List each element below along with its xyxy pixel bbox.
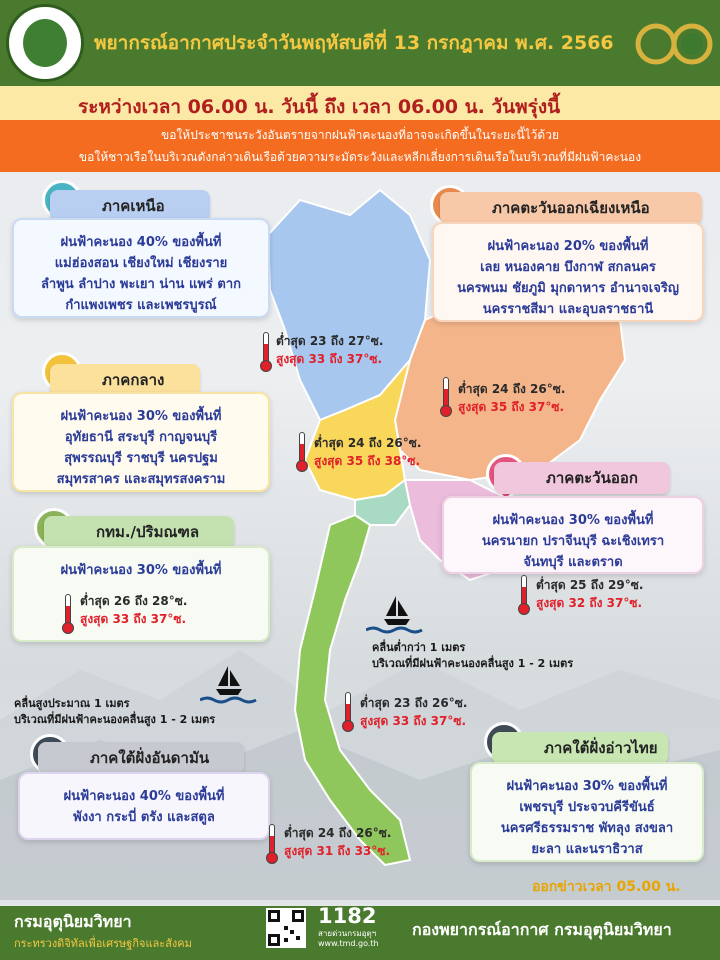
south-west-thermometer-icon xyxy=(268,824,276,864)
footer-division: กองพยากรณ์อากาศ กรมอุตุนิยมวิทยา xyxy=(412,920,672,939)
central-thermometer-icon xyxy=(298,432,306,472)
footer-ministry: กระทรวงดิจิทัลเพื่อเศรษฐกิจและสังคม xyxy=(14,937,192,950)
north-temperature: ต่ำสุด 23 ถึง 27°ซ. สูงสุด 33 ถึง 37°ซ. xyxy=(276,334,384,366)
northeast-thermometer-icon xyxy=(442,377,450,417)
east-thermometer-icon xyxy=(520,575,528,615)
andaman-boat-icon xyxy=(214,664,244,698)
footer-org-name: กรมอุตุนิยมวิทยา xyxy=(14,912,132,931)
northeast-temperature: ต่ำสุด 24 ถึง 26°ซ. สูงสุด 35 ถึง 37°ซ. xyxy=(458,382,566,414)
south-east-temperature: ต่ำสุด 23 ถึง 26°ซ. สูงสุด 33 ถึง 37°ซ. xyxy=(360,696,468,728)
gulf-boat-icon xyxy=(382,594,412,628)
north-thermometer-icon xyxy=(262,332,270,372)
map-south xyxy=(295,515,410,865)
south-east-thermometer-icon xyxy=(344,692,352,732)
forecast-period: ระหว่างเวลา 06.00 น. วันนี้ ถึง เวลา 06.00 น. วันพรุ่งนี้ xyxy=(78,96,561,118)
qr-code-icon[interactable] xyxy=(266,908,306,948)
bangkok-card: ฝนฟ้าคะนอง 30% ของพื้นที่ xyxy=(12,546,270,642)
central-temperature: ต่ำสุด 24 ถึง 26°ซ. สูงสุด 35 ถึง 38°ซ. xyxy=(314,436,422,468)
bangkok-thermometer-icon xyxy=(64,594,72,634)
warning-text-1: ขอให้ประชาชนระวังอันตรายจากฝนฟ้าคะนองที่อาจจะเกิดขึ้นในระยะนี้ไว้ด้วย xyxy=(161,128,559,142)
south-east-label: ภาคใต้ฝั่งอ่าวไทย xyxy=(492,732,668,764)
page-title: พยากรณ์อากาศประจำวันพฤหัสบดีที่ 13 กรกฎาคม พ.ศ. 2566 xyxy=(94,32,614,54)
bangkok-label: กทม./ปริมณฑล xyxy=(44,516,234,548)
northeast-card: ฝนฟ้าคะนอง 20% ของพื้นที่ เลย หนองคาย บึงกาฬ สกลนคร นครพนม ชัยภูมิ มุกดาหาร อำนาจเจริญ นครราชสีมา และอุบลราชธานี xyxy=(432,222,704,322)
south-west-label: ภาคใต้ฝั่งอันดามัน xyxy=(38,742,244,774)
andaman-wave-text-1: คลื่นสูงประมาณ 1 เมตร xyxy=(14,697,130,710)
andaman-wave-text-2: บริเวณที่มีฝนฟ้าคะนองคลื่นสูง 1 - 2 เมตร xyxy=(14,713,216,726)
issued-time: ออกข่าวเวลา 05.00 น. xyxy=(532,879,681,895)
east-label: ภาคตะวันออก xyxy=(494,462,670,494)
south-west-card: ฝนฟ้าคะนอง 40% ของพื้นที่ พังงา กระบี่ ตรัง และสตูล xyxy=(18,772,270,840)
gulf-wave-text-1: คลื่นต่ำกว่า 1 เมตร xyxy=(372,641,466,654)
bangkok-temperature: ต่ำสุด 26 ถึง 28°ซ. สูงสุด 33 ถึง 37°ซ. xyxy=(80,594,188,626)
hotline-number: 1182 xyxy=(318,904,377,928)
central-label: ภาคกลาง xyxy=(50,364,200,396)
northeast-label: ภาคตะวันออกเฉียงเหนือ xyxy=(440,192,702,224)
east-temperature: ต่ำสุด 25 ถึง 29°ซ. สูงสุด 32 ถึง 37°ซ. xyxy=(536,578,644,610)
north-card: ฝนฟ้าคะนอง 40% ของพื้นที่ แม่ฮ่องสอน เชียงใหม่ เชียงราย ลำพูน ลำปาง พะเยา น่าน แพร่ ตาก กำแพงเพชร และเพชรบูรณ์ xyxy=(12,218,270,318)
warning-text-2: ขอให้ชาวเรือในบริเวณดังกล่าวเดินเรือด้วยความระมัดระวังและหลีกเลี่ยงการเดินเรือในบริเวณที่มีฝนฟ้าคะนอง xyxy=(78,150,642,164)
gulf-wave-icon xyxy=(366,626,426,634)
central-card: ฝนฟ้าคะนอง 30% ของพื้นที่ อุทัยธานี สระบุรี กาญจนบุรี สุพรรณบุรี ราชบุรี นครปฐม สมุทรสาคร และสมุทรสงคราม xyxy=(12,392,270,492)
south-west-temperature: ต่ำสุด 24 ถึง 26°ซ. สูงสุด 31 ถึง 33°ซ. xyxy=(284,826,392,858)
south-east-card: ฝนฟ้าคะนอง 30% ของพื้นที่ เพชรบุรี ประจวบคีรีขันธ์ นครศรีธรรมราช พัทลุง สงขลา ยะลา และนราธิวาส xyxy=(470,762,704,862)
north-label: ภาคเหนือ xyxy=(50,190,210,222)
east-card: ฝนฟ้าคะนอง 30% ของพื้นที่ นครนายก ปราจีนบุรี ฉะเชิงเทรา จันทบุรี และตราด xyxy=(442,496,704,574)
gulf-wave-text-2: บริเวณที่มีฝนฟ้าคะนองคลื่นสูง 1 - 2 เมตร xyxy=(372,657,574,670)
hotline-caption: สายด่วนกรมอุตุฯ www.tmd.go.th xyxy=(318,929,379,948)
andaman-wave-icon xyxy=(200,696,260,704)
